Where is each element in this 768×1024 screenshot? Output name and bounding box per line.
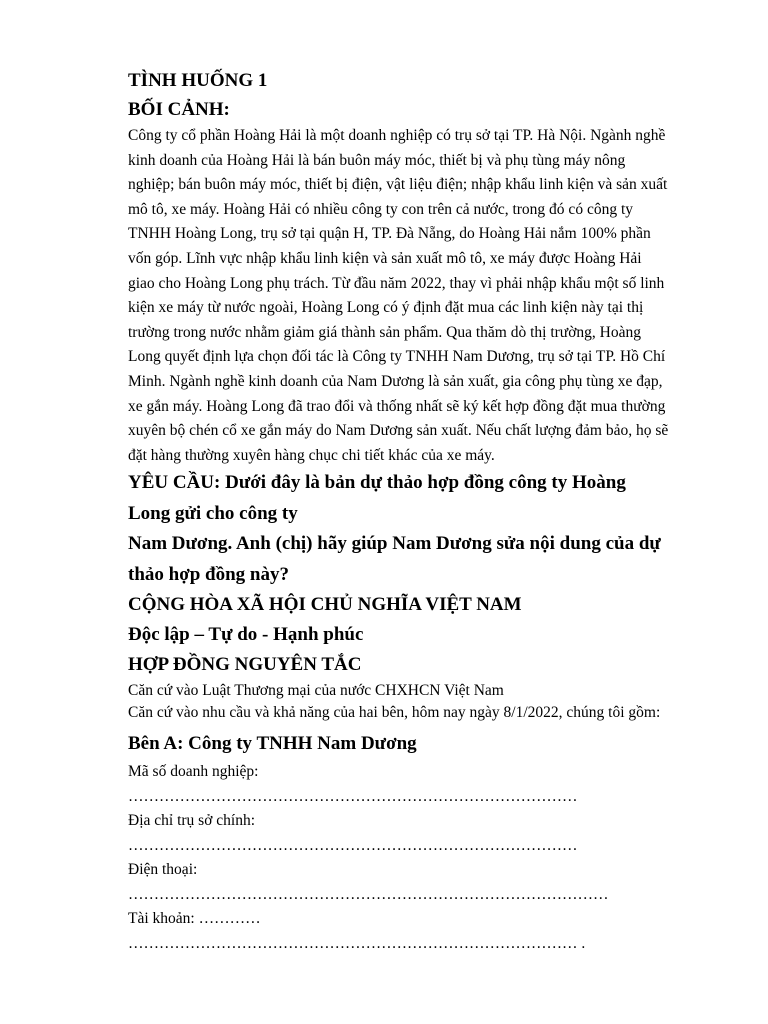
party-a-fields [128, 760, 718, 956]
context-heading: BỐI CẢNH: [128, 99, 230, 120]
context-line: vốn góp. Lĩnh vực nhập khẩu linh kiện và sản xuất mô tô, xe máy được Hoàng Hải [128, 249, 642, 267]
party-a-heading: Bên A: Công ty TNHH Nam Dương [128, 733, 417, 755]
phone-blank: ………………………………………………………………………………… [128, 885, 609, 903]
requirement-line: YÊU CẦU: Dưới đây là bản dự thảo hợp đồng công ty Hoàng [128, 472, 626, 494]
national-title: CỘNG HÒA XÃ HỘI CHỦ NGHĨA VIỆT NAM [128, 594, 522, 616]
context-line: Long quyết định lựa chọn đối tác là Công ty TNHH Nam Dương, trụ sở tại TP. Hồ Chí [128, 348, 666, 366]
business-code-blank: …………………………………………………………………………… [128, 787, 578, 805]
context-line: TNHH Hoàng Long, trụ sở tại quận H, TP. Đà Nẵng, do Hoàng Hải nắm 100% phần [128, 225, 651, 243]
requirement-block [128, 468, 718, 590]
requirement-line: thảo hợp đồng này? [128, 563, 289, 585]
context-line: Minh. Ngành nghề kinh doanh của Nam Dương là sản xuất, gia công phụ tùng xe đạp, [128, 372, 663, 390]
contract-title: HỢP ĐỒNG NGUYÊN TẮC [128, 654, 362, 676]
context-line: Công ty cổ phần Hoàng Hải là một doanh nghiệp có trụ sở tại TP. Hà Nội. Ngành nghề [128, 127, 666, 144]
context-line: đặt hàng thường xuyên hàng chục chi tiết khác của xe máy. [128, 446, 495, 464]
context-line: kinh doanh của Hoàng Hải là bán buôn máy móc, thiết bị và phụ tùng máy nông [128, 151, 626, 169]
account-label: Tài khoản: ………… [128, 910, 261, 928]
legal-basis-2: Căn cứ vào nhu cầu và khả năng của hai bên, hôm nay ngày 8/1/2022, chúng tôi gồm: [128, 704, 661, 722]
requirement-line: Nam Dương. Anh (chị) hãy giúp Nam Dương sửa nội dung của dự [128, 533, 661, 555]
head-office-address-blank: …………………………………………………………………………… [128, 836, 578, 854]
business-code-label: Mã số doanh nghiệp: [128, 763, 259, 781]
context-line: nghiệp; bán buôn máy móc, thiết bị điện, vật liệu điện; nhập khẩu linh kiện và sản xuất [128, 176, 668, 194]
requirement-line: Long gửi cho công ty [128, 502, 298, 524]
document-page [128, 66, 718, 956]
situation-title: TÌNH HUỐNG 1 [128, 70, 268, 91]
context-line: mô tô, xe máy. Hoàng Hải có nhiều công ty con trên cả nước, trong đó có công ty [128, 200, 633, 218]
national-motto: Độc lập – Tự do - Hạnh phúc [128, 624, 364, 646]
context-line: xe gắn máy. Hoàng Long đã trao đổi và thống nhất sẽ ký kết hợp đồng đặt mua thường [128, 397, 666, 415]
head-office-address-label: Địa chỉ trụ sở chính: [128, 812, 256, 830]
context-line: kiện xe máy từ nước ngoài, Hoàng Long có ý định đặt mua các linh kiện này tại thị [128, 299, 644, 317]
context-paragraph [128, 124, 718, 468]
account-blank: …………………………………………………………………………… . [128, 934, 586, 952]
phone-label: Điện thoại: [128, 861, 198, 879]
context-line: xuyên bộ chén cổ xe gắn máy do Nam Dương sản xuất. Nếu chất lượng đảm bảo, họ sẽ [128, 422, 669, 440]
context-line: trường trong nước nhằm giảm giá thành sản phẩm. Qua thăm dò thị trường, Hoàng [128, 323, 641, 341]
context-line: giao cho Hoàng Long phụ trách. Từ đầu năm 2022, thay vì phải nhập khẩu một số linh [128, 274, 665, 292]
legal-basis-1: Căn cứ vào Luật Thương mại của nước CHXHCN Việt Nam [128, 682, 504, 700]
